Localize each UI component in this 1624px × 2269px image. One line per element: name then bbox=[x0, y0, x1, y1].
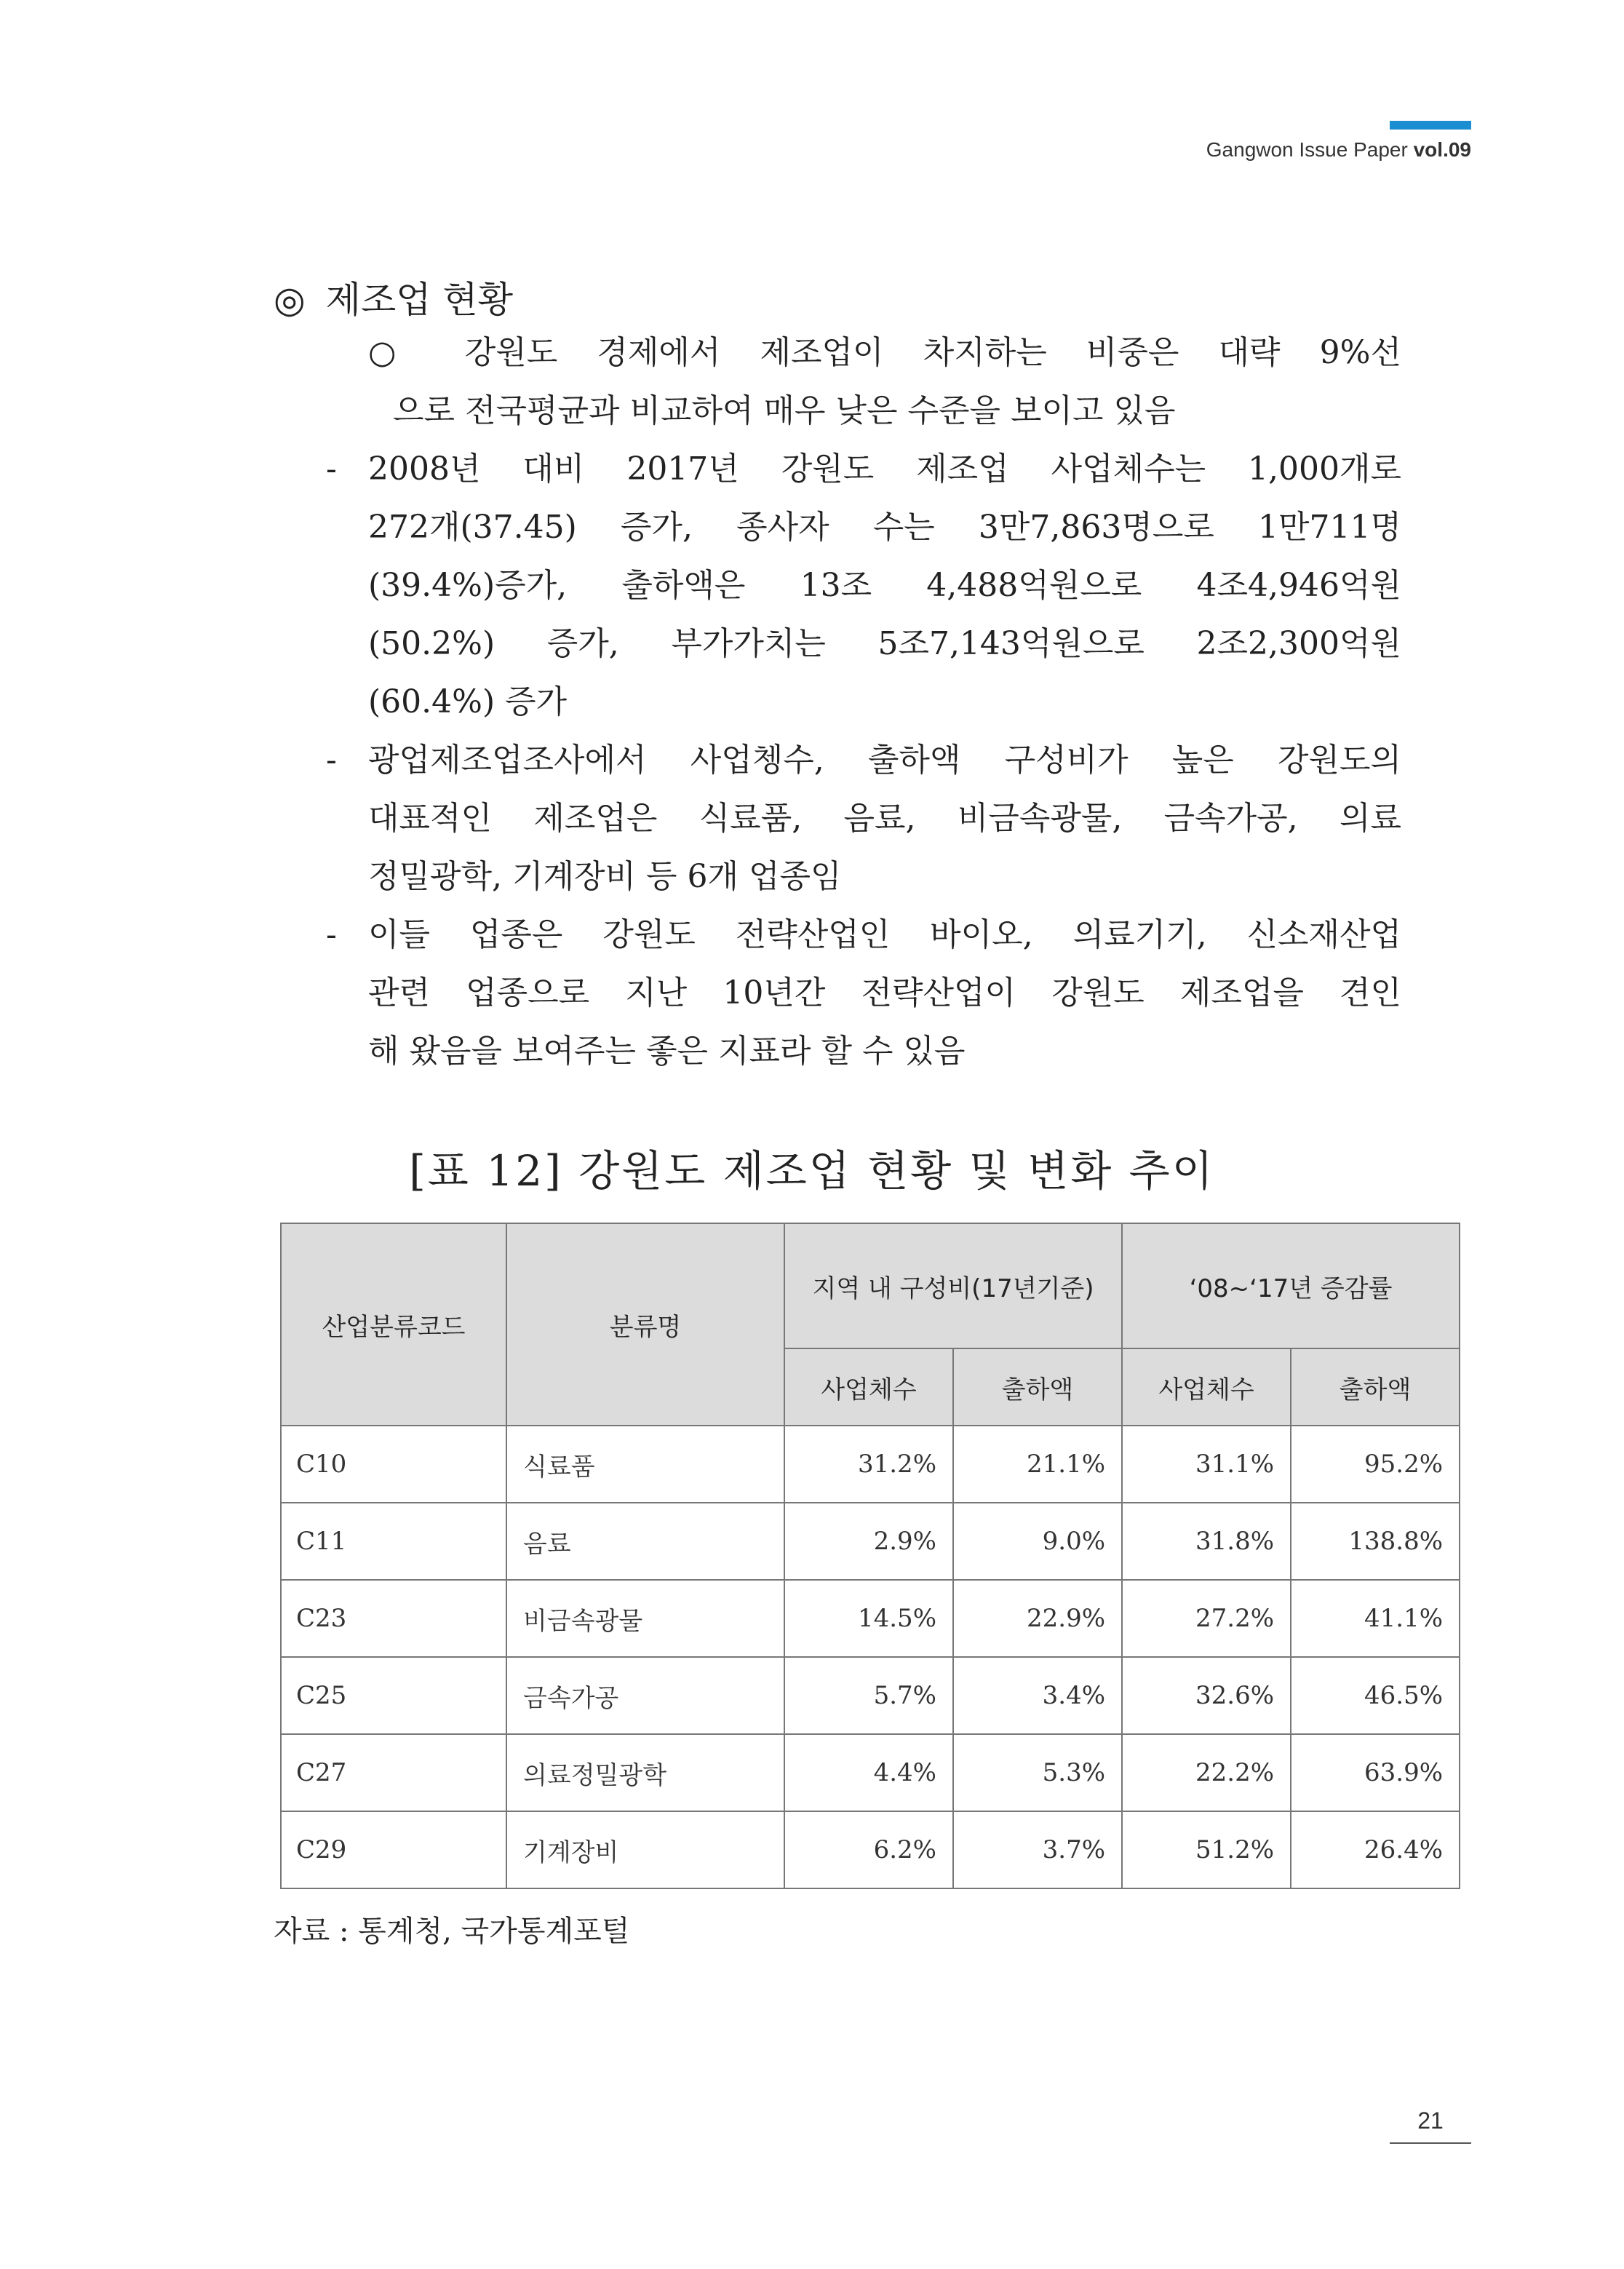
list-item: - 광업제조업조사에서 사업쳉수, 출하액 구성비가 높은 강원도의 대표적인 제조업은 식료품, 음료, 비금속광물, 금속가공, 의료 정밀광학, 기계장비 등 6개 업종임 bbox=[326, 731, 1401, 906]
table-row: C29 기계장비 6.2% 3.7% 51.2% 26.4% bbox=[281, 1811, 1460, 1888]
double-circle-icon: ◎ bbox=[274, 279, 306, 321]
subheader-change-output: 출하액 bbox=[1291, 1348, 1460, 1426]
dash-list bbox=[326, 440, 1401, 1081]
page-number: 21 bbox=[1417, 2107, 1444, 2134]
volume-label: vol.09 bbox=[1413, 138, 1471, 161]
source-note: 자료 : 통계청, 국가통계포털 bbox=[274, 1915, 630, 1948]
dash-marker: - bbox=[326, 450, 337, 488]
dash-marker: - bbox=[326, 742, 337, 779]
list-item: - 2008년 대비 2017년 강원도 제조업 사업체수는 1,000개로 272개(37.45) 증가, 종사자 수는 3만7,863명으로 1만711명 (39.4%)증가, 출하액은 13조 4,488억원으로 4조4,946억원 (50.2%) 증가, 부가가치는 5조7,143억원으로 2조2,300억원 (60.4%) 증가 bbox=[326, 440, 1401, 731]
list-item: - 이들 업종은 강원도 전략산업인 바이오, 의료기기, 신소재산업 관련 업종으로 지난 10년간 전략산업이 강원도 제조업을 견인 해 왔음을 보여주는 좋은 지표라 할 수 있음 bbox=[326, 906, 1401, 1081]
summary-paragraph bbox=[368, 324, 1401, 440]
running-header bbox=[1206, 138, 1471, 162]
subheader-share-output: 출하액 bbox=[953, 1348, 1122, 1426]
subheader-share-firms: 사업체수 bbox=[784, 1348, 953, 1426]
table-title: [표 12] 강원도 제조업 현황 및 변화 추이 bbox=[409, 1146, 1215, 1196]
header-group-share: 지역 내 구성비(17년기준) bbox=[784, 1223, 1122, 1348]
page-number-rule bbox=[1390, 2142, 1471, 2144]
publication-name: Gangwon Issue Paper bbox=[1206, 138, 1408, 161]
table-row: C11 음료 2.9% 9.0% 31.8% 138.8% bbox=[281, 1503, 1460, 1580]
section-heading bbox=[274, 271, 513, 323]
table-row: C25 금속가공 5.7% 3.4% 32.6% 46.5% bbox=[281, 1657, 1460, 1734]
circle-bullet-icon: ○ bbox=[368, 334, 426, 371]
header-group-change: ‘08~‘17년 증감률 bbox=[1122, 1223, 1460, 1348]
manufacturing-table bbox=[280, 1223, 1460, 1889]
section-title: 제조업 현황 bbox=[325, 279, 514, 321]
table-row: C10 식료품 31.2% 21.1% 31.1% 95.2% bbox=[281, 1426, 1460, 1503]
paragraph-line: 으로 전국평균과 비교하여 매우 낮은 수준을 보이고 있음 bbox=[393, 392, 1176, 429]
table-row: C23 비금속광물 14.5% 22.9% 27.2% 41.1% bbox=[281, 1580, 1460, 1657]
header-accent-bar bbox=[1390, 121, 1471, 130]
subheader-change-firms: 사업체수 bbox=[1122, 1348, 1291, 1426]
header-code: 산업분류코드 bbox=[281, 1223, 506, 1426]
table-row: C27 의료정밀광학 4.4% 5.3% 22.2% 63.9% bbox=[281, 1734, 1460, 1811]
dash-marker: - bbox=[326, 916, 337, 953]
header-name: 분류명 bbox=[506, 1223, 784, 1426]
paragraph-line: ○ 강원도 경제에서 제조업이 차지하는 비중은 대략 9%선 bbox=[368, 334, 1401, 371]
